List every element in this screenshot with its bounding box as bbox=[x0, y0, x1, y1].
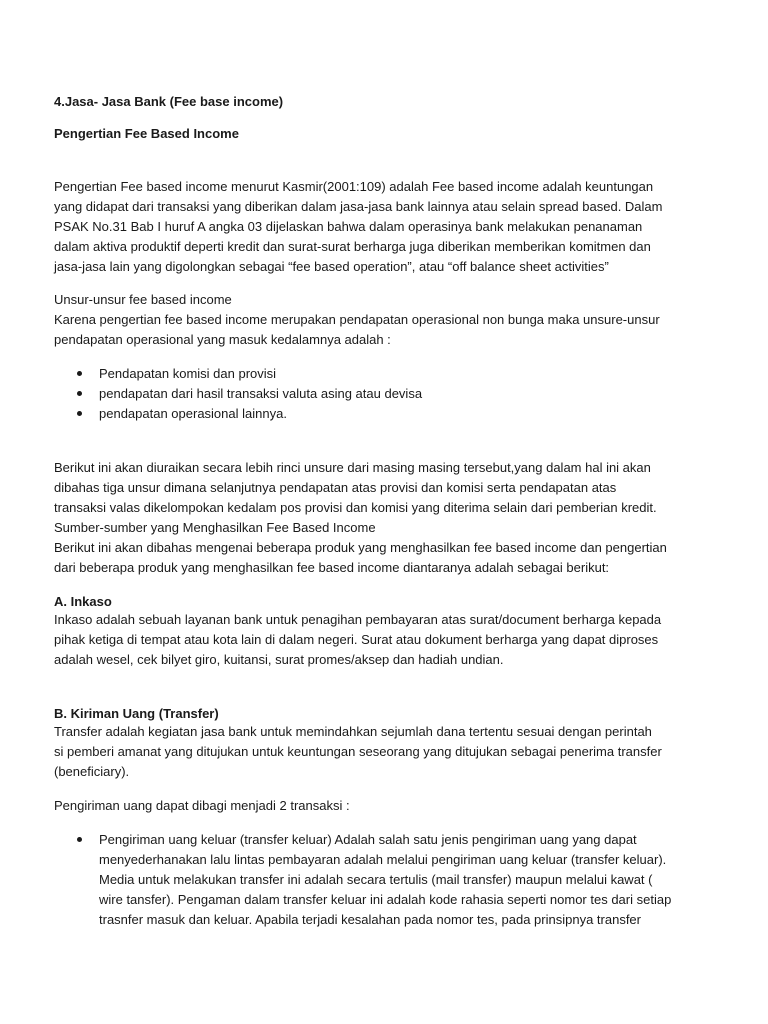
transfer-title: B. Kiriman Uang (Transfer) bbox=[54, 706, 219, 721]
pengiriman-intro: Pengiriman uang dapat dibagi menjadi 2 transaksi : bbox=[54, 798, 350, 813]
heading-main: 4.Jasa- Jasa Bank (Fee base income) bbox=[54, 94, 284, 109]
sumber-title: Sumber-sumber yang Menghasilkan Fee Based Income bbox=[54, 520, 376, 535]
list-item: Pendapatan komisi dan provisi bbox=[54, 364, 694, 384]
paragraph-definition: Pengertian Fee based income menurut Kasmir(2001:109) adalah Fee based income adalah keuntungan yang didapat dari transaksi yang diberikan dalam jasa-jasa bank lainnya atau selain spread based. Dalam PSAK No.31 Bab I huruf A angka 03 dijelaskan bahwa dalam operasinya bank melakukan penanaman dalam aktiva produktif deperti kredit dan surat-surat berharga juga diberikan memberikan komitmen dan jasa-jasa lain yang digolongkan sebagai “fee based operation”, atau “off balance sheet activities” bbox=[54, 179, 663, 274]
list-item: pendapatan dari hasil transaksi valuta asing atau devisa bbox=[54, 384, 694, 404]
pengiriman-list bbox=[54, 830, 674, 930]
paragraph-unsur: Karena pengertian fee based income merupakan pendapatan operasional non bunga maka unsure-unsur pendapatan operasional yang masuk kedalamnya adalah : bbox=[54, 312, 660, 347]
list-item: Pengiriman uang keluar (transfer keluar) Adalah salah satu jenis pengiriman uang yang dapat menyederhanakan lalu lintas pembayaran adalah melalui pengiriman uang keluar (transfer keluar). Media untuk melakukan transfer ini adalah secara tertulis (mail transfer) maupun melalui kawat ( wire tansfer). Pengaman dalam transfer keluar ini adalah kode rahasia seperti nomor tes dari setiap trasnfer masuk dan keluar. Apabila terjadi kesalahan pada nomor tes, pada prinsipnya transfer bbox=[54, 830, 674, 930]
inkaso-title: A. Inkaso bbox=[54, 594, 112, 609]
list-item: pendapatan operasional lainnya. bbox=[54, 404, 694, 424]
paragraph-berikut: Berikut ini akan diuraikan secara lebih rinci unsure dari masing masing tersebut,yang dalam hal ini akan dibahas tiga unsur dimana selanjutnya pendapatan atas provisi dan komisi serta pendapatan atas transaksi valas dikelompokan kedalam pos provisi dan komisi yang diterima selain dari pemberian kredit. bbox=[54, 460, 657, 515]
paragraph-transfer: Transfer adalah kegiatan jasa bank untuk memindahkan sejumlah dana tertentu sesuai dengan perintah si pemberi amanat yang ditujukan untuk keuntungan seseorang yang ditujukan sebagai penerima transfer (beneficiary). bbox=[54, 724, 662, 779]
unsur-list bbox=[54, 364, 694, 424]
unsur-title: Unsur-unsur fee based income bbox=[54, 292, 232, 307]
paragraph-sumber: Berikut ini akan dibahas mengenai beberapa produk yang menghasilkan fee based income dan pengertian dari beberapa produk yang menghasilkan fee based income diantaranya adalah sebagai berikut: bbox=[54, 540, 667, 575]
heading-sub: Pengertian Fee Based Income bbox=[54, 126, 239, 141]
paragraph-inkaso: Inkaso adalah sebuah layanan bank untuk penagihan pembayaran atas surat/document berharga kepada pihak ketiga di tempat atau kota lain di dalam negeri. Surat atau dokument berharga yang dapat diproses adalah wesel, cek bilyet giro, kuitansi, surat promes/aksep dan hadiah undian. bbox=[54, 612, 662, 667]
